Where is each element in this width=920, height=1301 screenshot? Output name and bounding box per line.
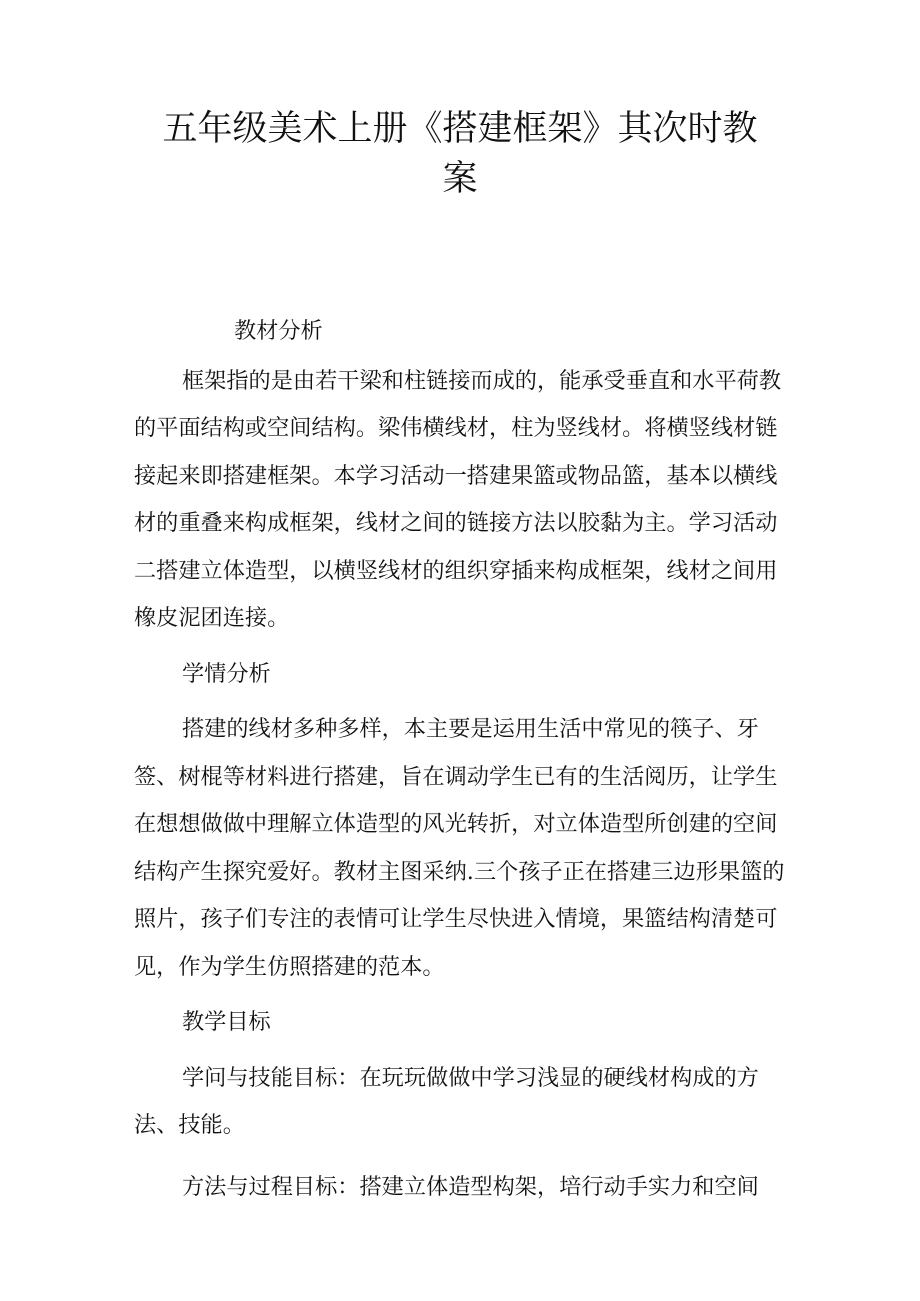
document-body [134, 308, 790, 1219]
title-line-2: 案 [442, 159, 478, 199]
paragraph-knowledge-skill-goal: 学问与技能目标：在玩玩做做中学习浅显的硬线材构成的方法、技能。 [134, 1064, 759, 1138]
paragraph-student-analysis: 搭建的线材多种多样，本主要是运用生活中常见的筷子、牙签、树棍等材料进行搭建，旨在调动学生已有的生活阅历，让学生在想想做做中理解立体造型的风光转折，对立体造型所创建的空间结构产生探究爱好。教材主图采纳.三个孩子正在搭建三边形果篮的照片，孩子们专注的表情可让学生尽快进入情境，果篮结构清楚可见，作为学生仿照搭建的范本。 [134, 716, 785, 980]
title-line-1: 五年级美术上册《搭建框架》其次时教 [162, 109, 758, 149]
section-heading-teaching-goals: 教学目标 [182, 1009, 271, 1035]
section-heading-textbook-analysis: 教材分析 [234, 318, 323, 344]
paragraph-textbook-analysis: 框架指的是由若干梁和柱链接而成的，能承受垂直和水平荷教的平面结构或空间结构。梁伟横线材，柱为竖线材。将横竖线材链接起来即搭建框架。本学习活动一搭建果篮或物品篮，基本以横线材的重叠来构成框架，线材之间的链接方法以胶黏为主。学习活动二搭建立体造型，以横竖线材的组织穿插来构成框架，线材之间用橡皮泥团连接。 [134, 367, 782, 631]
paragraph-process-method-goal: 方法与过程目标：搭建立体造型构架，培行动手实力和空间 [182, 1173, 759, 1200]
document-title [130, 104, 790, 204]
section-heading-student-analysis: 学情分析 [182, 660, 271, 687]
